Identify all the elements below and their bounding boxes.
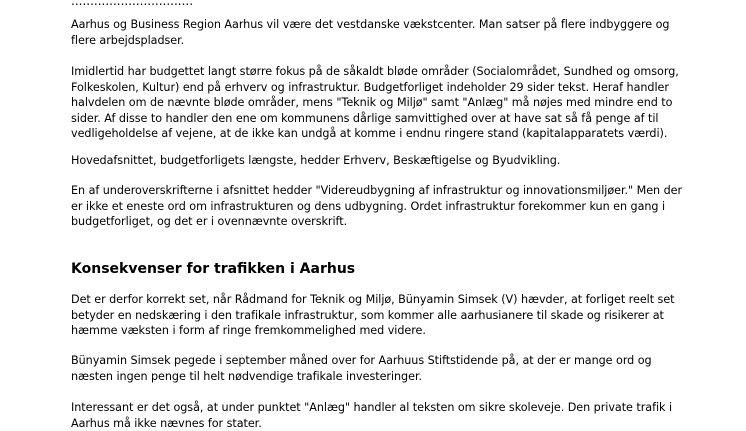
paragraph-stiftstidende: Bünyamin Simsek pegede i september måned over for Aarhuus Stiftstidende på, at der er mange ord og næsten ingen penge til helt nødvendige trafikale investeringer. (71, 354, 652, 383)
paragraph-hovedafsnit: Hovedafsnittet, budgetforligets længste, hedder Erhverv, Beskæftigelse og Byudvikling. (71, 154, 561, 167)
paragraph-anlaeg: Interessant er det også, at under punktet "Anlæg" handler al teksten om sikre skoleveje. Den private trafik i Aarhus må ikke nævnes for stater. (71, 401, 673, 430)
paragraph-raadmand: Det er derfor korrekt set, når Rådmand for Teknik og Miljø, Bünyamin Simsek (V) hævder, at forliget reelt set betyder en nedskæring i den trafikale infrastruktur, som kommer alle aarhusianere til skade og risikerer at hæmme væksten i form af ringe fremkommelighed med videre. (71, 293, 675, 338)
paragraph-bloede-omraader: Imidlertid har budgettet langt større fokus på de såkaldt bløde områder (Socialområdet, Sundhed og omsorg, Folkeskolen, Kultur) end på erhverv og infrastruktur. Budgetforliget indeholder 29 sider tekst. Heraf handler halvdelen om de nævnte bløde områder, mens "Teknik og Miljø" samt "Anlæg" må nøjes med mindre end to sider. Af disse to handler den ene om kommunens dårlige samvittighed over at have sat så få penge af til vedligeholdelse af vejene, at de ikke kan undgå at komme i endnu ringere stand (kapitalapparatets værdi). (71, 65, 679, 141)
paragraph-vaekstcenter: Aarhus og Business Region Aarhus vil være det vestdanske vækstcenter. Man satser på flere indbyggere og flere arbejdspladser. (71, 18, 670, 47)
clipped-text-fragment (71, 0, 251, 8)
paragraph-underoverskrift: En af underoverskrifterne i afsnittet hedder "Videreudbygning af infrastruktur og innovationsmiljøer." Men der er ikke et eneste ord om infrastrukturen og dens udbygning. Ordet infrastruktur forekommer kun en gang i budgetforliget, og det er i ovennævnte overskrift. (71, 184, 683, 229)
clipped-text-line: ................................ (71, 0, 194, 8)
section-heading: Konsekvenser for trafikken i Aarhus (71, 261, 356, 277)
